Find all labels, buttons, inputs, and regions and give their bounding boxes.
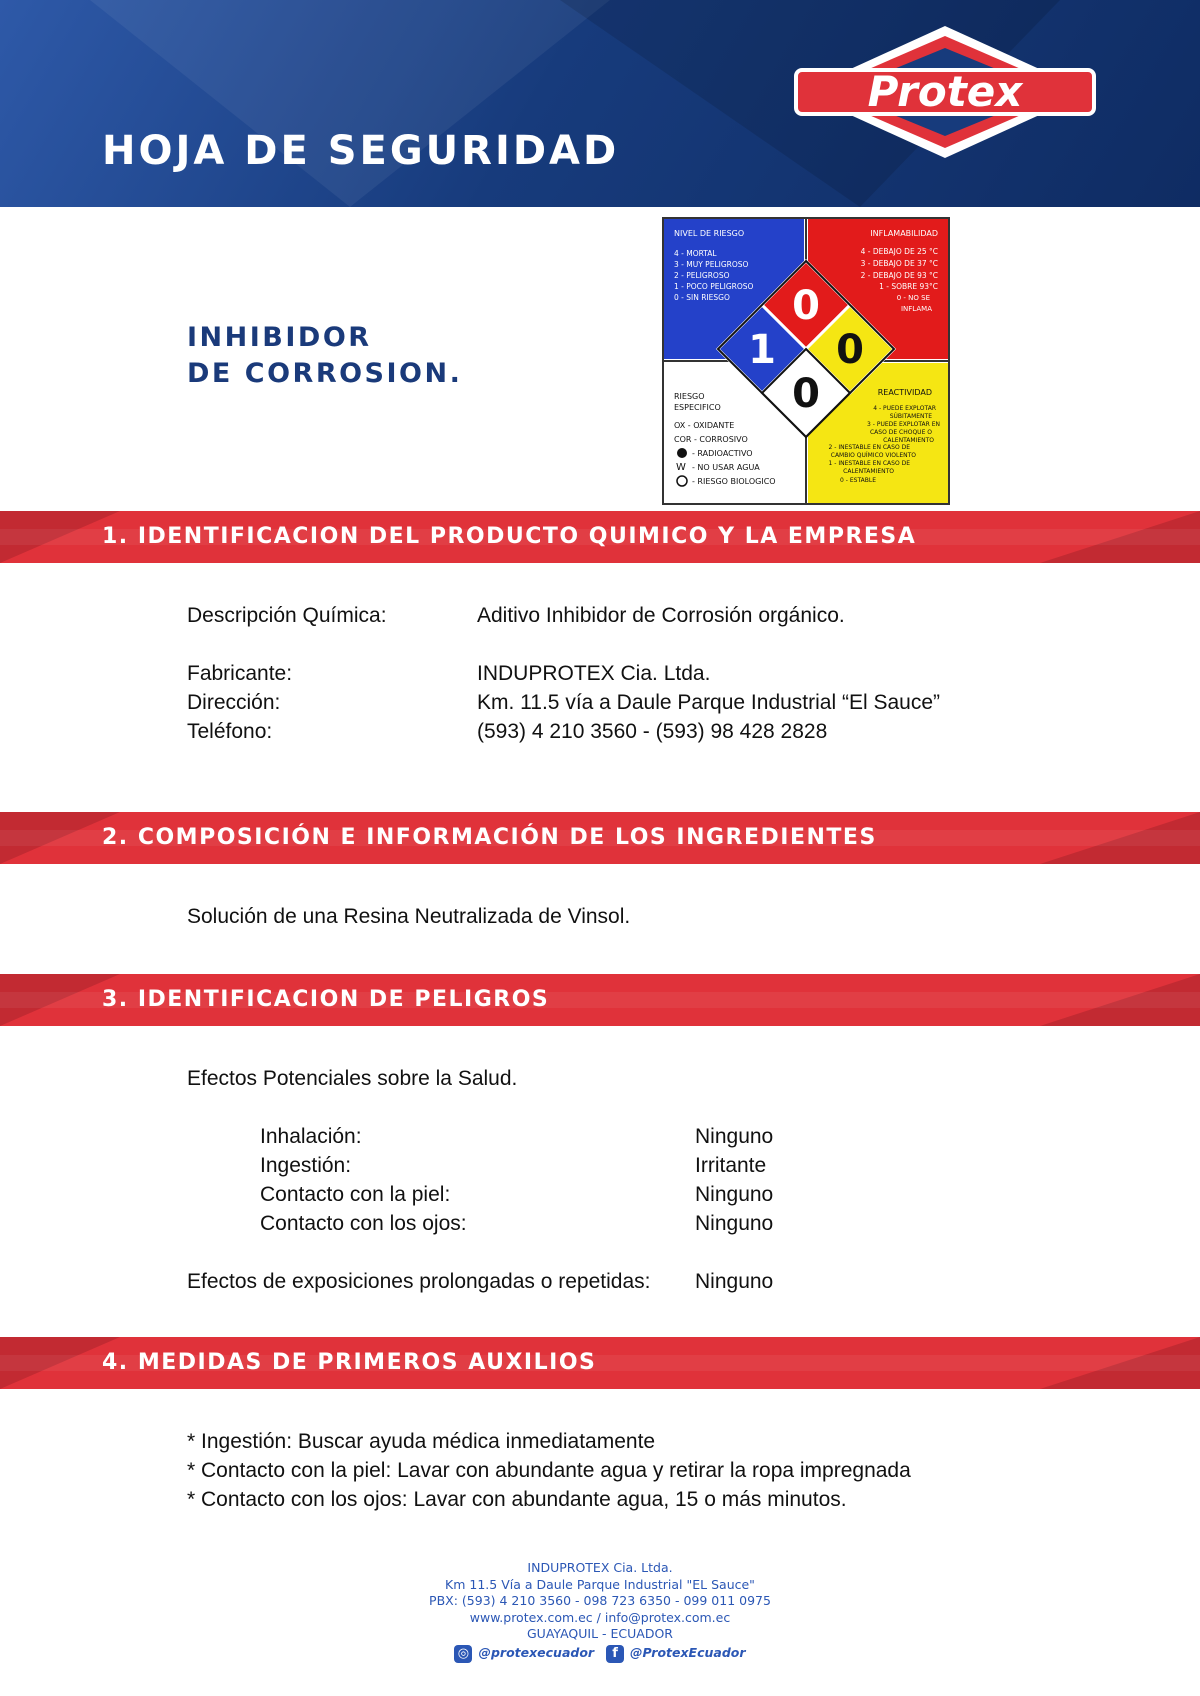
manufacturer-label: Fabricante: [187, 662, 293, 685]
instagram-link[interactable] [454, 1645, 594, 1663]
ingestion-value: Irritante [695, 1154, 767, 1177]
section-1-title: 1. IDENTIFICACION DEL PRODUCTO QUIMICO Y LA EMPRESA [102, 524, 917, 549]
inhalation-label: Inhalación: [260, 1125, 362, 1148]
reactivity-panel-title: REACTIVIDAD [877, 388, 932, 397]
specific-item-3: - NO USAR AGUA [692, 463, 760, 472]
instagram-handle: @protexecuador [478, 1645, 595, 1661]
product-name [187, 320, 462, 392]
section-1-bar [0, 511, 1200, 563]
health-item-1: 3 - MUY PELIGROSO [674, 260, 749, 269]
reactivity-rating: 0 [836, 327, 864, 373]
footer-city: GUAYAQUIL - ECUADOR [527, 1626, 673, 1641]
footer-web[interactable]: www.protex.com.ec / info@protex.com.ec [469, 1609, 731, 1625]
health-effects-intro: Efectos Potenciales sobre la Salud. [187, 1067, 518, 1090]
first-aid-item: * Ingestión: Buscar ayuda médica inmediatamente [187, 1430, 656, 1453]
section-3-bar [0, 974, 1200, 1026]
flammability-item-4: 0 - NO SE [896, 294, 930, 302]
no-water-icon: W [676, 462, 686, 473]
desc-value: Aditivo Inhibidor de Corrosión orgánico. [477, 604, 845, 627]
skin-contact-label: Contacto con la piel: [260, 1183, 451, 1206]
inhalation-value: Ninguno [695, 1125, 774, 1148]
prolonged-exposure-label: Efectos de exposiciones prolongadas o repetidas: [187, 1270, 651, 1293]
product-name-line1: INHIBIDOR [187, 322, 372, 353]
logo-text: Protex [867, 67, 1023, 116]
flammability-item-2: 2 - DEBAJO DE 93 °C [860, 271, 938, 280]
instagram-icon: ◎ [454, 1645, 472, 1663]
footer [0, 1560, 1200, 1663]
flammability-item-3: 1 - SOBRE 93°C [879, 282, 938, 291]
section-4-bar [0, 1337, 1200, 1389]
reactivity-item-8: CALENTAMIENTO [843, 468, 894, 475]
section-3-title: 3. IDENTIFICACION DE PELIGROS [102, 987, 550, 1012]
ingestion-label: Ingestión: [260, 1154, 352, 1177]
specific-panel-title2: ESPECIFICO [674, 403, 721, 412]
section-2-bar [0, 812, 1200, 864]
facebook-link[interactable] [606, 1645, 746, 1663]
health-item-0: 4 - MORTAL [674, 249, 717, 258]
specific-item-4: - RIESGO BIOLOGICO [692, 477, 776, 486]
composition-text: Solución de una Resina Neutralizada de Vinsol. [187, 905, 631, 928]
specific-item-1: COR - CORROSIVO [674, 435, 748, 444]
specific-item-0: OX - OXIDANTE [674, 421, 735, 430]
reactivity-item-6: CAMBIO QUÍMICO VIOLENTO [830, 452, 916, 459]
first-aid-item: * Contacto con la piel: Lavar con abundante agua y retirar la ropa impregnada [187, 1459, 911, 1482]
health-item-2: 2 - PELIGROSO [674, 271, 730, 280]
footer-company: INDUPROTEX Cia. Ltda. [527, 1560, 673, 1575]
eye-contact-label: Contacto con los ojos: [260, 1212, 467, 1235]
specific-item-2: - RADIOACTIVO [692, 449, 753, 458]
document-title: HOJA DE SEGURIDAD [102, 128, 620, 174]
specific-panel-title1: RIESGO [674, 392, 705, 401]
reactivity-item-0: 4 - PUEDE EXPLOTAR [873, 405, 936, 412]
footer-pbx: PBX: (593) 4 210 3560 - 098 723 6350 - 099 011 0975 [429, 1593, 771, 1608]
nfpa-hazard-diamond [662, 217, 950, 505]
eye-contact-value: Ninguno [695, 1212, 774, 1235]
facebook-handle: @ProtexEcuador [630, 1645, 746, 1661]
flammability-item-5: INFLAMA [900, 305, 932, 313]
protex-logo [790, 22, 1100, 162]
flammability-item-1: 3 - DEBAJO DE 37 °C [860, 259, 938, 268]
footer-address: Km 11.5 Vía a Daule Parque Industrial "EL Sauce" [445, 1576, 755, 1592]
reactivity-item-2: 3 - PUEDE EXPLOTAR EN [867, 421, 940, 428]
address-value: Km. 11.5 vía a Daule Parque Industrial “El Sauce” [477, 691, 941, 714]
phone-value: (593) 4 210 3560 - (593) 98 428 2828 [477, 720, 828, 743]
product-name-line2: DE CORROSION. [187, 358, 463, 389]
flammability-item-0: 4 - DEBAJO DE 25 °C [860, 247, 938, 256]
phone-label: Teléfono: [187, 720, 273, 743]
health-item-3: 1 - POCO PELIGROSO [674, 282, 754, 291]
manufacturer-value: INDUPROTEX Cia. Ltda. [477, 662, 711, 685]
address-label: Dirección: [187, 691, 281, 714]
reactivity-item-1: SÚBITAMENTE [889, 413, 932, 420]
flammability-panel-title: INFLAMABILIDAD [870, 229, 938, 238]
radioactive-icon [677, 448, 687, 458]
health-panel-title: NIVEL DE RIESGO [674, 229, 745, 238]
section-4-title: 4. MEDIDAS DE PRIMEROS AUXILIOS [102, 1350, 597, 1375]
reactivity-item-5: 2 - INESTABLE EN CASO DE [828, 444, 910, 451]
health-item-4: 0 - SIN RIESGO [674, 293, 730, 302]
reactivity-item-7: 1 - INESTABLE EN CASO DE [828, 460, 910, 467]
prolonged-exposure-value: Ninguno [695, 1270, 774, 1293]
specific-rating: 0 [792, 371, 820, 417]
first-aid-item: * Contacto con los ojos: Lavar con abundante agua, 15 o más minutos. [187, 1488, 847, 1511]
section-2-title: 2. COMPOSICIÓN E INFORMACIÓN DE LOS INGREDIENTES [102, 825, 877, 850]
reactivity-item-3: CASO DE CHOQUE O [869, 429, 932, 436]
skin-contact-value: Ninguno [695, 1183, 774, 1206]
desc-label: Descripción Química: [187, 604, 387, 627]
facebook-icon: f [606, 1645, 624, 1663]
reactivity-item-4: CALENTAMIENTO [883, 437, 934, 444]
health-rating: 1 [748, 327, 776, 373]
reactivity-item-9: 0 - ESTABLE [840, 477, 876, 484]
flammability-rating: 0 [792, 283, 820, 329]
